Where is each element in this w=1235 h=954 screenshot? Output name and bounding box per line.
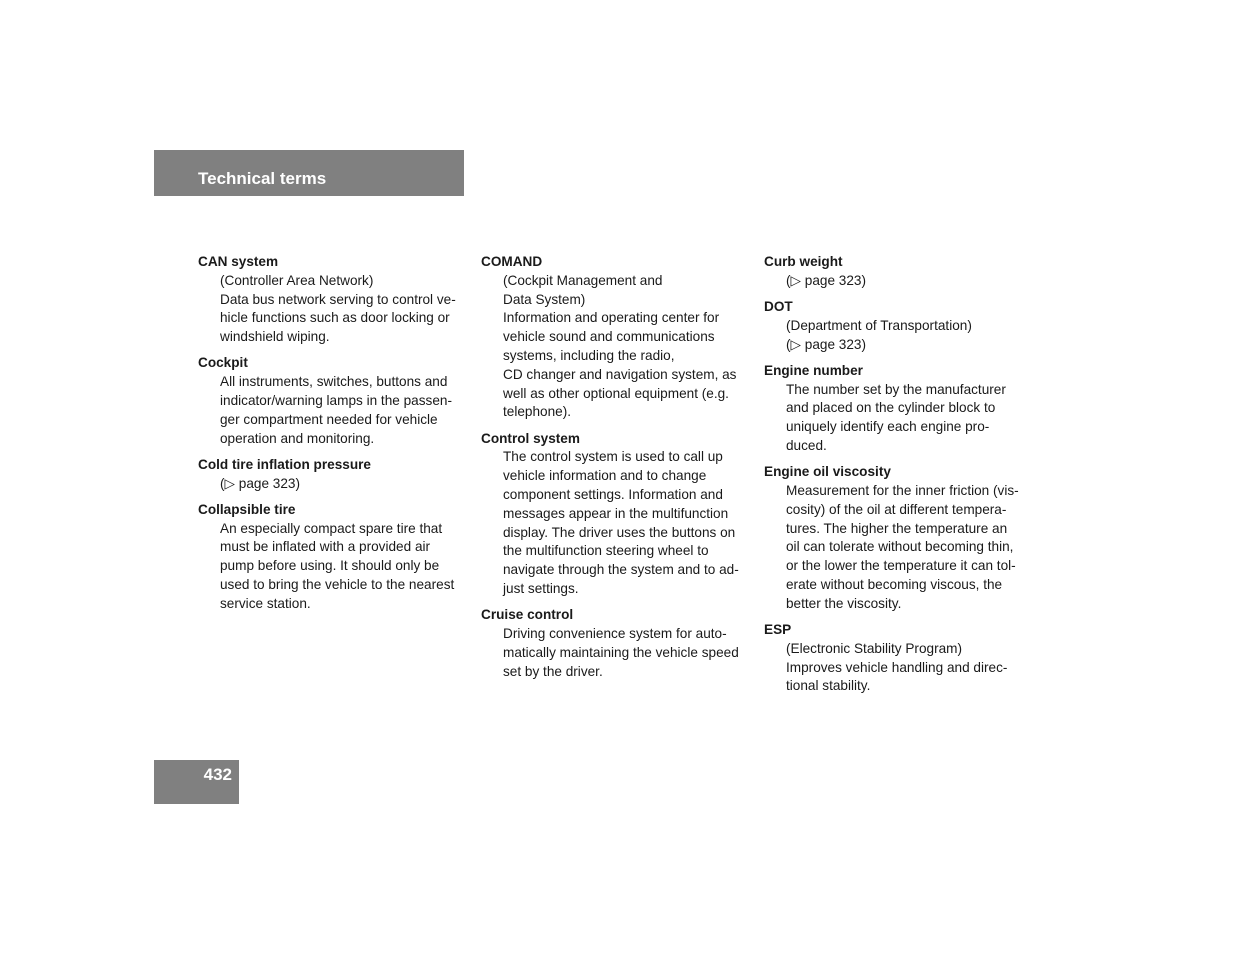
glossary-column-2 bbox=[481, 253, 751, 689]
glossary-column-3 bbox=[764, 253, 1034, 703]
glossary-definition bbox=[764, 317, 1034, 355]
glossary-definition bbox=[198, 373, 468, 448]
definition-line: pump before using. It should only be bbox=[220, 558, 440, 574]
glossary-term: ESP bbox=[764, 621, 792, 637]
definition-line: Measurement for the inner friction (vis- bbox=[786, 482, 1019, 498]
glossary-entry bbox=[481, 606, 751, 681]
glossary-term: Engine number bbox=[764, 362, 863, 378]
definition-line: just settings. bbox=[503, 580, 579, 596]
definition-line: (▷ page 323) bbox=[220, 475, 300, 491]
glossary-entry bbox=[198, 456, 468, 494]
glossary-definition bbox=[481, 272, 751, 422]
definition-line: ger compartment needed for vehicle bbox=[220, 411, 438, 427]
definition-line: display. The driver uses the buttons on bbox=[503, 524, 736, 540]
definition-line: (Department of Transportation) bbox=[786, 317, 972, 333]
definition-line: Information and operating center for bbox=[503, 310, 720, 326]
definition-line: uniquely identify each engine pro- bbox=[786, 419, 990, 435]
definition-line: messages appear in the multifunction bbox=[503, 505, 729, 521]
definition-line: tional stability. bbox=[786, 678, 871, 694]
glossary-term: DOT bbox=[764, 298, 793, 314]
glossary-term: Collapsible tire bbox=[198, 501, 296, 517]
definition-line: duced. bbox=[786, 437, 827, 453]
glossary-term: Engine oil viscosity bbox=[764, 464, 891, 480]
glossary-definition bbox=[198, 475, 468, 494]
definition-line: An especially compact spare tire that bbox=[220, 520, 443, 536]
glossary-definition bbox=[198, 272, 468, 347]
definition-line: Driving convenience system for auto- bbox=[503, 625, 727, 641]
page-number-box bbox=[154, 760, 239, 804]
definition-line: (▷ page 323) bbox=[786, 272, 866, 288]
definition-line: tures. The higher the temperature an bbox=[786, 520, 1008, 536]
glossary-entry bbox=[764, 298, 1034, 354]
definition-line: The control system is used to call up bbox=[503, 449, 723, 465]
glossary-entry bbox=[764, 253, 1034, 291]
glossary-entry bbox=[764, 621, 1034, 696]
definition-line: or the lower the temperature it can tol- bbox=[786, 558, 1016, 574]
glossary-entry bbox=[764, 463, 1034, 613]
definition-line: navigate through the system and to ad- bbox=[503, 562, 739, 578]
definition-line: must be inflated with a provided air bbox=[220, 539, 431, 555]
definition-line: component settings. Information and bbox=[503, 486, 723, 502]
definition-line: well as other optional equipment (e.g. bbox=[503, 385, 729, 401]
definition-line: set by the driver. bbox=[503, 663, 603, 679]
glossary-term: Curb weight bbox=[764, 254, 843, 269]
glossary-term: Cold tire inflation pressure bbox=[198, 456, 371, 472]
definition-line: operation and monitoring. bbox=[220, 430, 375, 446]
definition-line: Improves vehicle handling and direc- bbox=[786, 659, 1008, 675]
definition-line: Data System) bbox=[503, 291, 586, 307]
definition-line: The number set by the manufacturer bbox=[786, 381, 1006, 397]
section-title: Technical terms bbox=[198, 169, 327, 188]
definition-line: service station. bbox=[220, 595, 311, 611]
glossary-entry bbox=[198, 354, 468, 448]
definition-line: Data bus network serving to control ve- bbox=[220, 291, 456, 307]
section-header-bar bbox=[154, 150, 464, 196]
definition-line: used to bring the vehicle to the nearest bbox=[220, 576, 455, 592]
page-number: 432 bbox=[203, 765, 232, 784]
glossary-definition bbox=[481, 625, 751, 681]
definition-line: hicle functions such as door locking or bbox=[220, 310, 450, 326]
glossary-definition bbox=[764, 272, 1034, 291]
definition-line: (Electronic Stability Program) bbox=[786, 640, 963, 656]
definition-line: and placed on the cylinder block to bbox=[786, 400, 996, 416]
glossary-column-1 bbox=[198, 253, 468, 621]
definition-line: cosity) of the oil at different tempera- bbox=[786, 501, 1007, 517]
glossary-entry bbox=[481, 253, 751, 422]
definition-line: All instruments, switches, buttons and bbox=[220, 374, 448, 390]
definition-line: systems, including the radio, bbox=[503, 347, 675, 363]
definition-line: telephone). bbox=[503, 404, 572, 420]
definition-line: matically maintaining the vehicle speed bbox=[503, 644, 739, 660]
definition-line: (Controller Area Network) bbox=[220, 272, 374, 288]
glossary-term: Control system bbox=[481, 430, 580, 446]
glossary-entry bbox=[198, 501, 468, 614]
glossary-definition bbox=[764, 381, 1034, 456]
definition-line: (Cockpit Management and bbox=[503, 272, 663, 288]
glossary-definition bbox=[198, 520, 468, 614]
glossary-definition bbox=[481, 448, 751, 598]
definition-line: erate without becoming viscous, the bbox=[786, 576, 1003, 592]
glossary-entry bbox=[481, 430, 751, 599]
glossary-entry bbox=[198, 253, 468, 347]
glossary-entry bbox=[764, 362, 1034, 456]
definition-line: windshield wiping. bbox=[220, 329, 330, 345]
definition-line: CD changer and navigation system, as bbox=[503, 366, 737, 382]
glossary-definition bbox=[764, 482, 1034, 614]
definition-line: better the viscosity. bbox=[786, 595, 902, 611]
glossary-definition bbox=[764, 640, 1034, 696]
definition-line: (▷ page 323) bbox=[786, 336, 866, 352]
definition-line: oil can tolerate without becoming thin, bbox=[786, 539, 1014, 555]
glossary-term: CAN system bbox=[198, 254, 279, 269]
glossary-term: Cruise control bbox=[481, 607, 574, 623]
definition-line: vehicle information and to change bbox=[503, 468, 707, 484]
definition-line: indicator/warning lamps in the passen- bbox=[220, 392, 452, 408]
glossary-term: COMAND bbox=[481, 254, 543, 269]
definition-line: vehicle sound and communications bbox=[503, 329, 715, 345]
definition-line: the multifunction steering wheel to bbox=[503, 543, 709, 559]
glossary-term: Cockpit bbox=[198, 355, 248, 371]
